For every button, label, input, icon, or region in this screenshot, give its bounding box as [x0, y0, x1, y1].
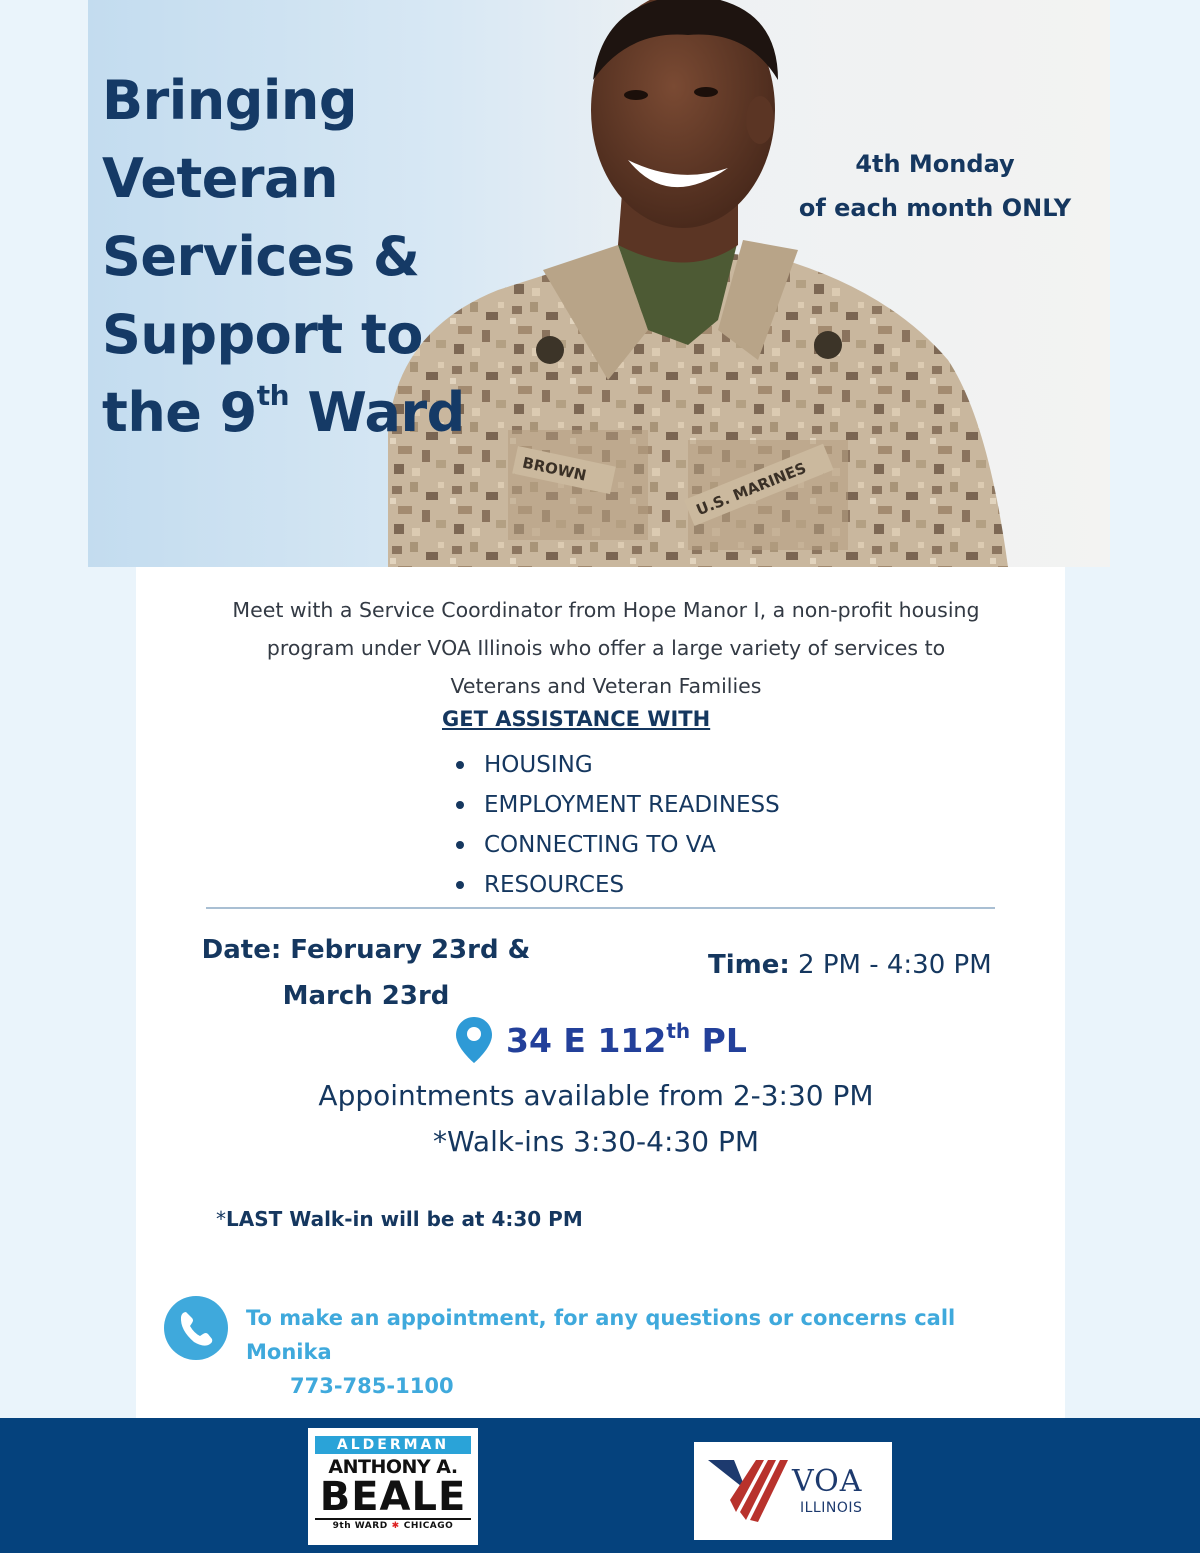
- event-address: [456, 1015, 747, 1065]
- phone-number-link[interactable]: 773-785-1100: [290, 1374, 454, 1398]
- address-street: PL: [690, 1020, 747, 1060]
- footer-bar: [0, 1418, 1200, 1553]
- date-line: March 23rd: [282, 981, 450, 1011]
- last-walkin-note: [216, 1207, 583, 1231]
- title-line-text: Ward: [289, 381, 465, 444]
- title-line: Bringing: [102, 69, 358, 132]
- last-walkin-text: LAST Walk-in will be at 4:30 PM: [226, 1207, 583, 1231]
- hero-banner: [88, 0, 1110, 567]
- star-icon: ✱: [391, 1521, 400, 1531]
- title-line: Support to: [102, 303, 423, 366]
- appointments-info: [196, 1073, 996, 1165]
- name-tape-text: BROWN: [520, 453, 589, 485]
- assistance-item: HOUSING: [456, 745, 856, 785]
- address-text: [506, 1018, 747, 1060]
- voa-logo-name: VOA: [792, 1464, 863, 1499]
- title-line: Services &: [102, 225, 420, 288]
- contact-text: To make an appointment, for any questions or concerns call Monika: [246, 1306, 956, 1364]
- event-date: [176, 927, 556, 1019]
- assistance-list: [456, 745, 856, 905]
- address-superscript: th: [666, 1018, 691, 1043]
- page-title: [102, 62, 542, 452]
- voa-logo: [694, 1442, 892, 1540]
- alderman-logo-city: CHICAGO: [403, 1521, 454, 1531]
- intro-paragraph: Meet with a Service Coordinator from Hope Manor I, a non-profit housing program under VOA Illinois who offer a large variety of services to Veterans and Veteran Families: [232, 598, 980, 698]
- assistance-item-continuation: RESOURCES: [456, 865, 856, 905]
- phone-icon: [164, 1296, 228, 1360]
- assistance-heading: GET ASSISTANCE WITH: [442, 707, 711, 731]
- location-pin-icon: [456, 1017, 492, 1063]
- last-walkin-star: *: [216, 1207, 226, 1231]
- contact-info: [246, 1301, 1046, 1403]
- walkins-line: *Walk-ins 3:30-4:30 PM: [433, 1125, 759, 1158]
- alderman-logo-name: ANTHONY A.: [328, 1456, 458, 1478]
- voa-logo-sub: ILLINOIS: [800, 1500, 863, 1516]
- schedule-line: of each month ONLY: [798, 194, 1072, 222]
- voa-chevron-icon: [708, 1460, 788, 1522]
- title-line-text: the 9: [102, 381, 257, 444]
- assistance-item: CONNECTING TO VA: [456, 825, 856, 865]
- time-label: Time:: [708, 950, 790, 980]
- address-number: 34 E 112: [506, 1020, 667, 1060]
- time-value: 2 PM - 4:30 PM: [789, 950, 992, 980]
- event-time: [708, 950, 992, 980]
- date-line: Date: February 23rd &: [201, 935, 531, 965]
- section-divider: [206, 907, 995, 909]
- assistance-item: EMPLOYMENT READINESS: [456, 785, 856, 825]
- title-line: Veteran: [102, 147, 338, 210]
- branch-tape-text: U.S. MARINES: [693, 458, 809, 520]
- schedule-note: [770, 142, 1100, 230]
- alderman-logo: [308, 1428, 478, 1545]
- schedule-line: 4th Monday: [855, 150, 1015, 178]
- alderman-logo-top: ALDERMAN: [315, 1436, 471, 1454]
- info-card: [136, 567, 1065, 1418]
- alderman-logo-surname: BEALE: [319, 1474, 467, 1520]
- appointments-line: Appointments available from 2-3:30 PM: [318, 1079, 874, 1112]
- alderman-logo-ward: 9th WARD: [332, 1521, 388, 1531]
- title-superscript: th: [256, 379, 290, 412]
- title-line: [102, 374, 542, 452]
